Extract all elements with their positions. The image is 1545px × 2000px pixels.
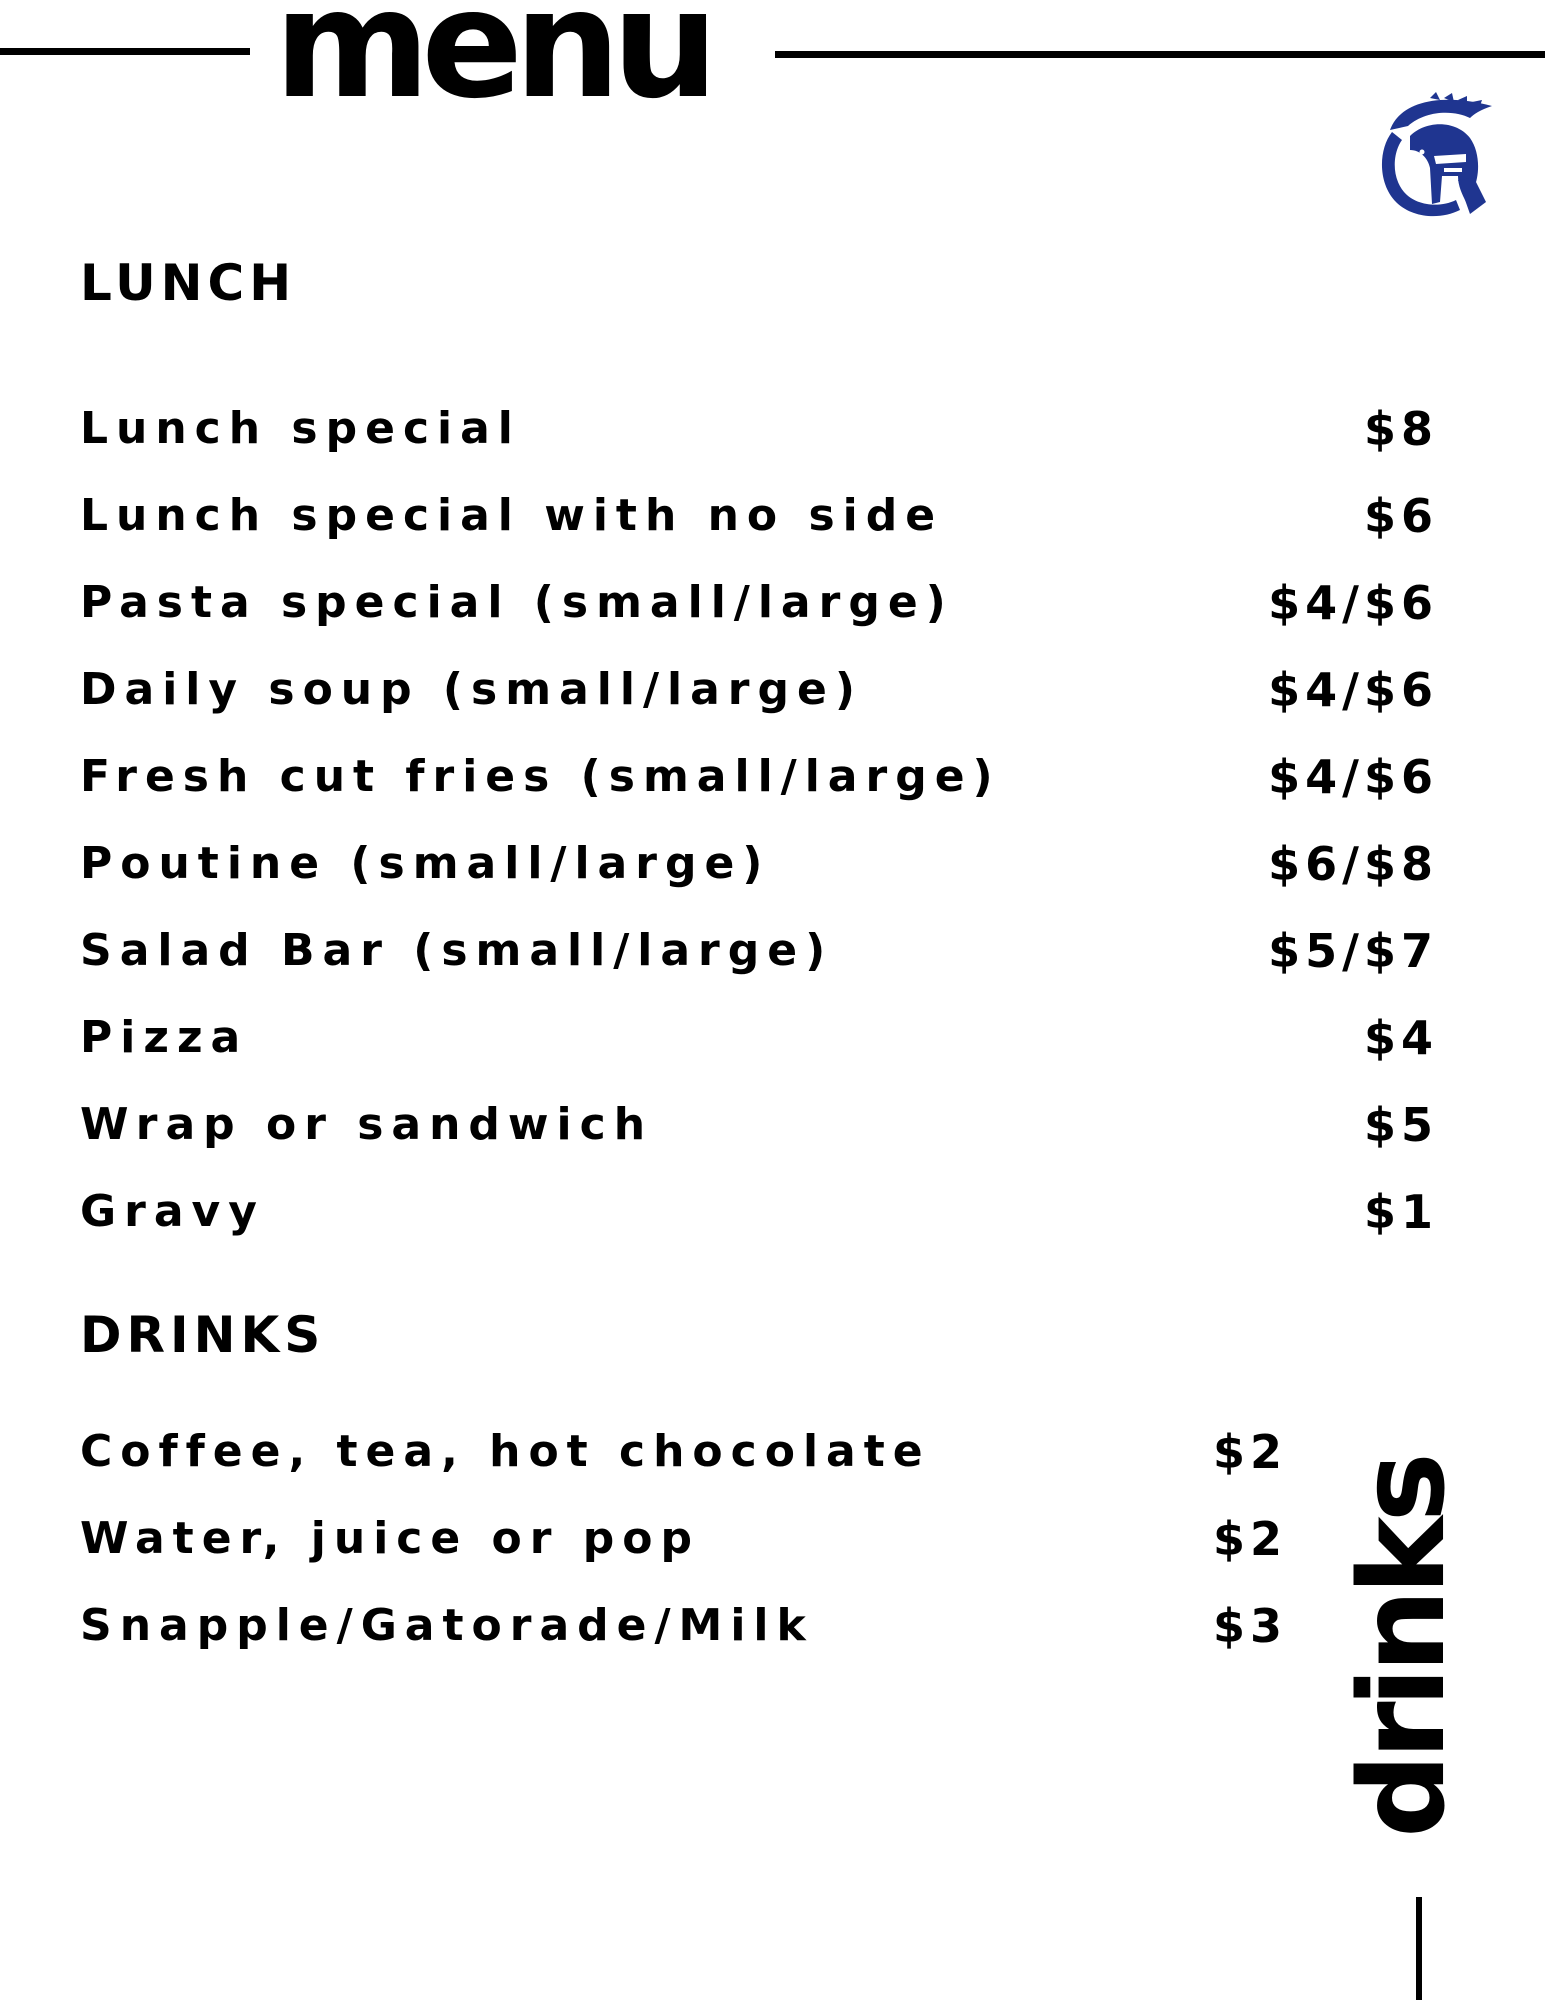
lunch-item — [0, 837, 1545, 924]
item-name: Poutine (small/large) — [80, 838, 771, 889]
item-name: Wrap or sandwich — [80, 1099, 654, 1150]
lunch-item — [0, 1185, 1545, 1272]
drinks-side-label: drinks — [1333, 1458, 1471, 1838]
item-price: $4/$6 — [1268, 576, 1438, 630]
item-name: Fresh cut fries (small/large) — [80, 751, 1001, 802]
menu-title: menu — [274, 0, 710, 132]
item-name: Coffee, tea, hot chocolate — [80, 1426, 931, 1477]
drinks-item — [0, 1599, 1545, 1686]
item-price: $8 — [1363, 402, 1438, 456]
drinks-item — [0, 1512, 1545, 1599]
item-name: Pizza — [80, 1012, 249, 1063]
item-price: $5 — [1363, 1098, 1438, 1152]
item-price: $3 — [1213, 1599, 1288, 1653]
lunch-item — [0, 663, 1545, 750]
header-rule-right — [775, 51, 1545, 58]
lunch-item — [0, 576, 1545, 663]
item-name: Lunch special — [80, 403, 521, 454]
lunch-item — [0, 402, 1545, 489]
side-rule-vertical — [1416, 1897, 1422, 2000]
drinks-list — [0, 1425, 1545, 1686]
item-price: $4 — [1363, 1011, 1438, 1065]
item-price: $2 — [1213, 1425, 1288, 1479]
drinks-item — [0, 1425, 1545, 1512]
item-name: Water, juice or pop — [80, 1513, 700, 1564]
item-name: Lunch special with no side — [80, 490, 944, 541]
lunch-item — [0, 924, 1545, 1011]
item-name: Pasta special (small/large) — [80, 577, 954, 628]
header-rule-left — [0, 48, 250, 55]
item-name: Snapple/Gatorade/Milk — [80, 1600, 814, 1651]
lunch-item — [0, 489, 1545, 576]
lunch-item — [0, 1098, 1545, 1185]
item-name: Gravy — [80, 1186, 265, 1237]
item-price: $5/$7 — [1268, 924, 1438, 978]
lunch-list — [0, 402, 1545, 1272]
lunch-item — [0, 1011, 1545, 1098]
spartan-helmet-icon — [1370, 92, 1500, 220]
item-name: Daily soup (small/large) — [80, 664, 863, 715]
item-price: $1 — [1363, 1185, 1438, 1239]
item-price: $4/$6 — [1268, 663, 1438, 717]
lunch-heading: LUNCH — [80, 254, 297, 312]
item-price: $2 — [1213, 1512, 1288, 1566]
lunch-item — [0, 750, 1545, 837]
item-price: $4/$6 — [1268, 750, 1438, 804]
item-name: Salad Bar (small/large) — [80, 925, 834, 976]
item-price: $6/$8 — [1268, 837, 1438, 891]
drinks-heading: DRINKS — [80, 1306, 326, 1364]
item-price: $6 — [1363, 489, 1438, 543]
